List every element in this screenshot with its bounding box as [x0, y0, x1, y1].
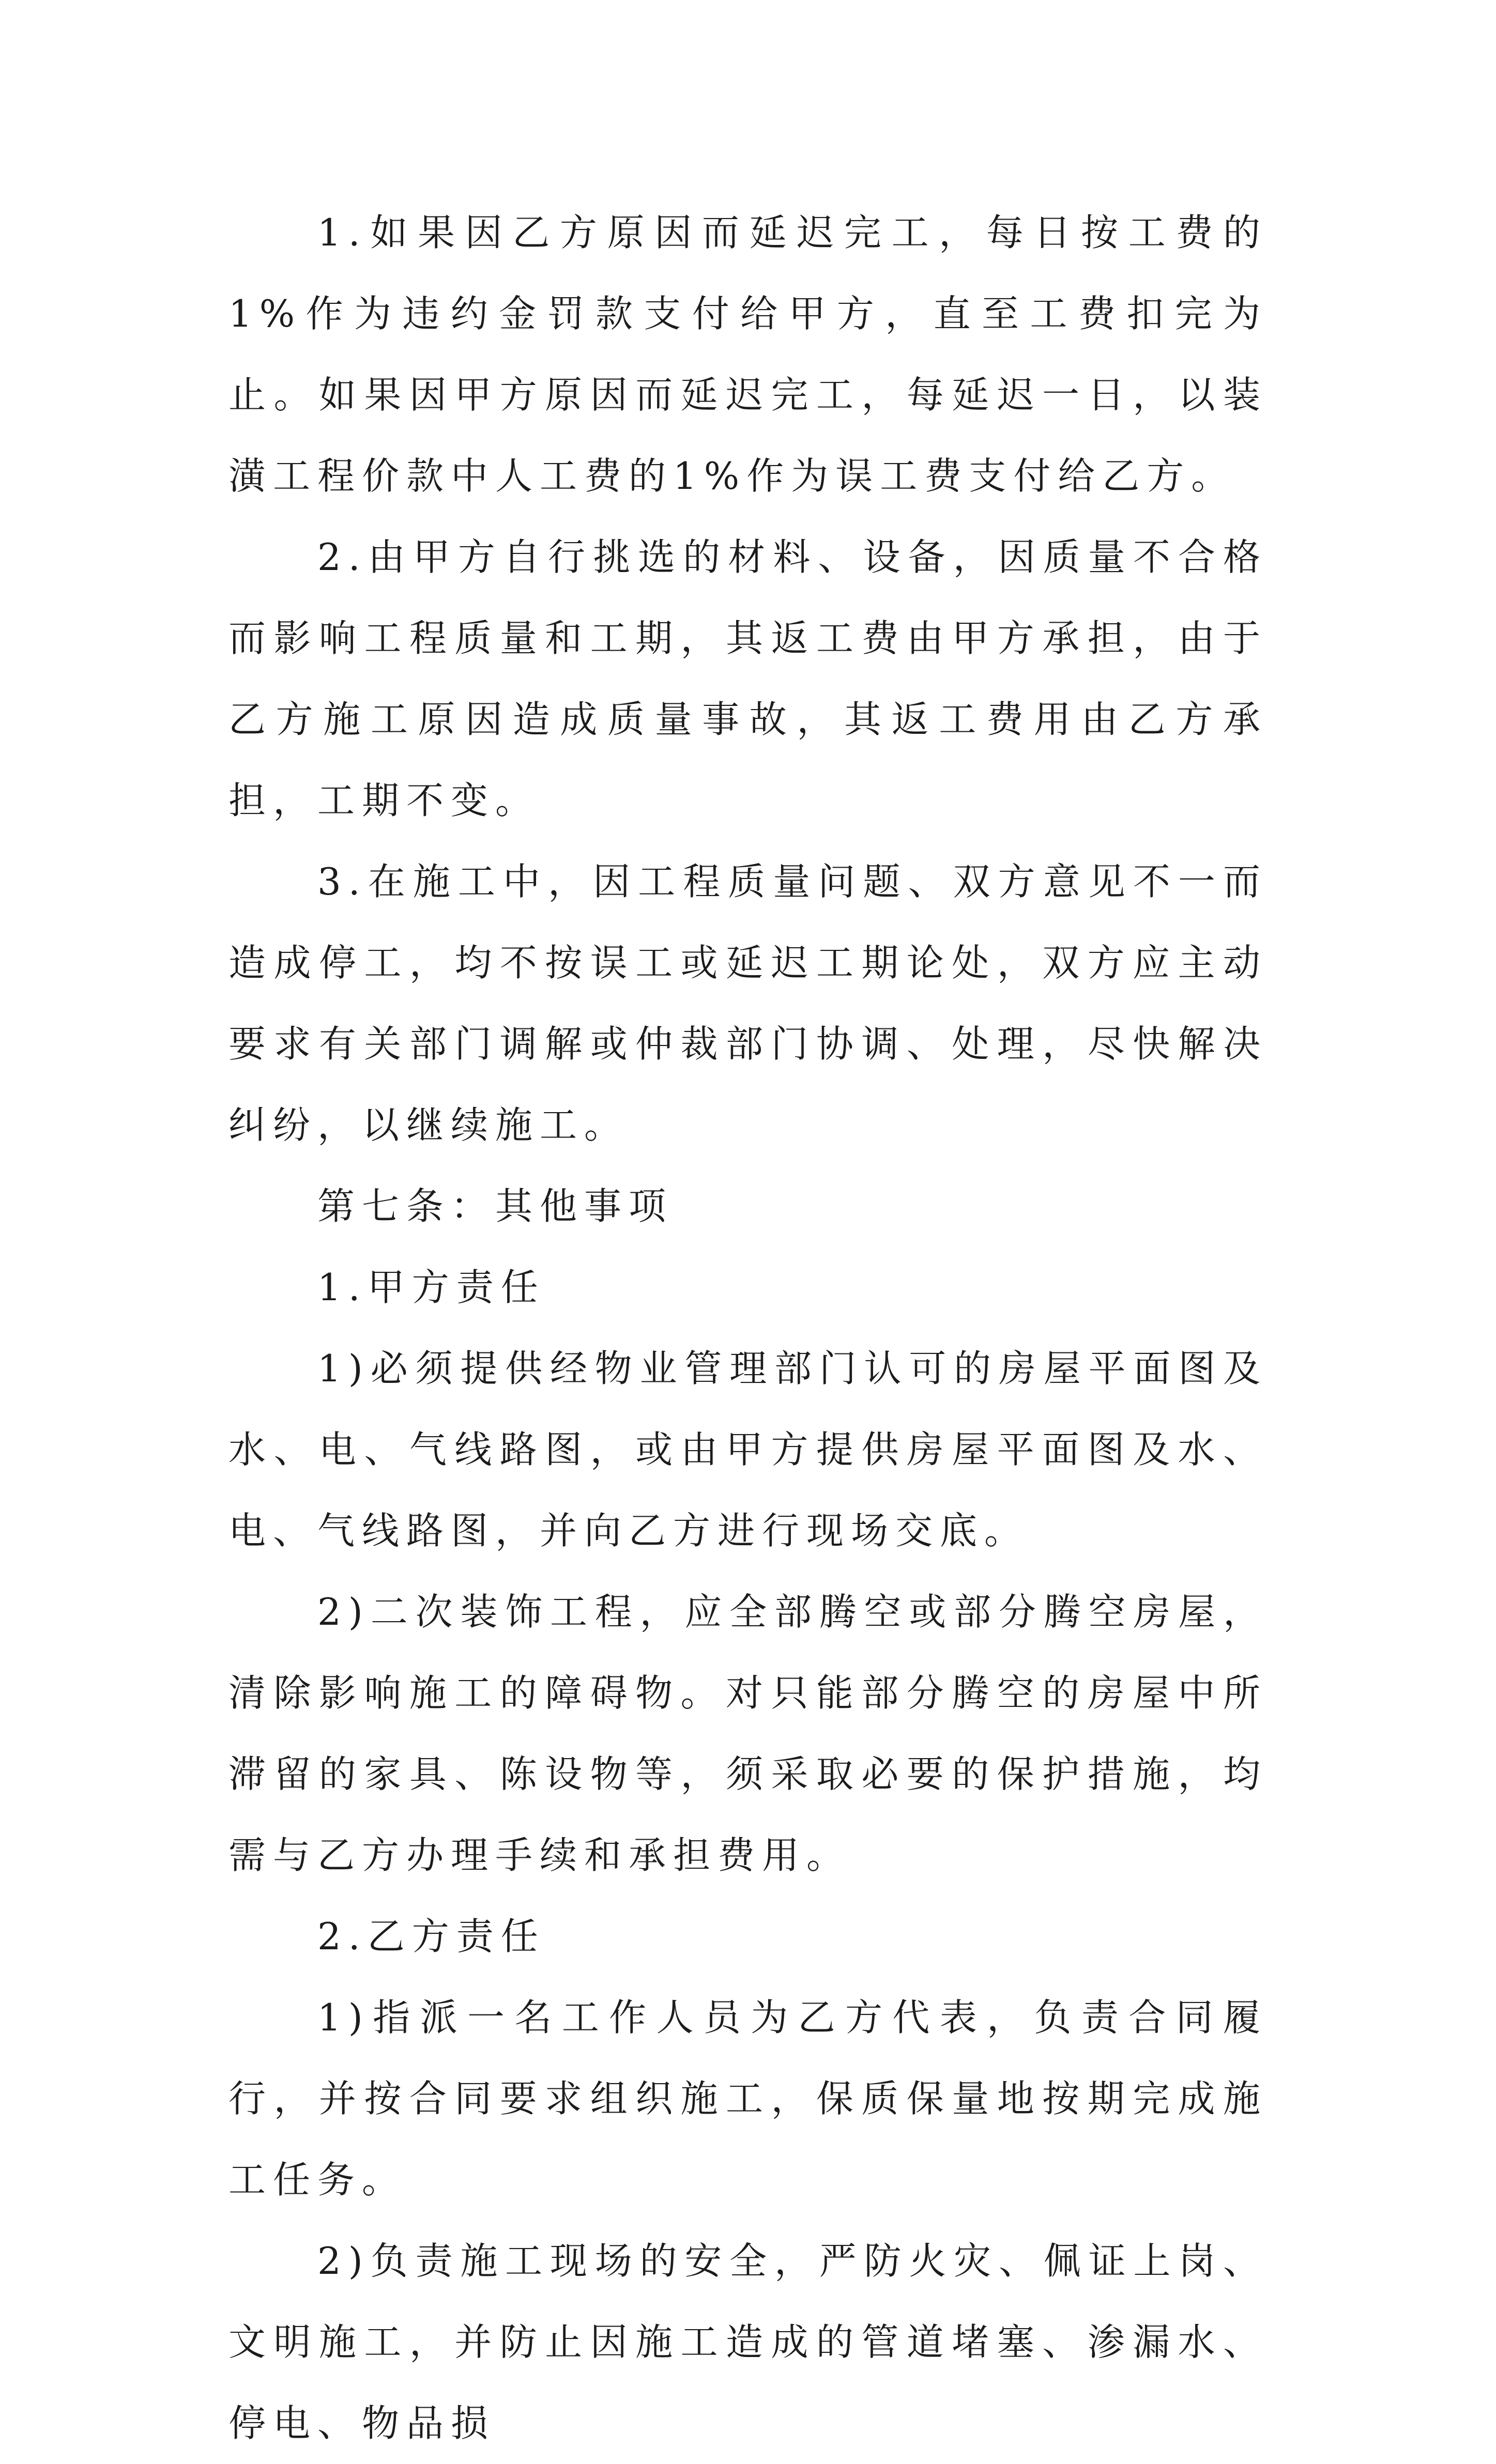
paragraph-dispute-resolution: 3.在施工中，因工程质量问题、双方意见不一而造成停工，均不按误工或延迟工期论处，双方应主动要求有关部门调解或仲裁部门协调、处理，尽快解决纠纷，以继续施工。 [228, 860, 1268, 1147]
paragraph-party-b-duty-2: 2)负责施工现场的安全，严防火灾、佩证上岗、文明施工，并防止因施工造成的管道堵塞、渗漏水、停电、物品损 [228, 2239, 1268, 2445]
paragraph-party-a-duty-2: 2)二次装饰工程，应全部腾空或部分腾空房屋，清除影响施工的障碍物。对只能部分腾空的房屋中所滞留的家具、陈设物等，须采取必要的保护措施，均需与乙方办理手续和承担费用。 [228, 1590, 1268, 1877]
paragraph-material-quality: 2.由甲方自行挑选的材料、设备，因质量不合格而影响工程质量和工期，其返工费由甲方承担，由于乙方施工原因造成质量事故，其返工费用由乙方承担，工期不变。 [228, 535, 1268, 822]
subheading-party-b-duties: 2.乙方责任 [317, 1915, 545, 1958]
paragraph-delay-penalty: 1.如果因乙方原因而延迟完工，每日按工费的1%作为违约金罚款支付给甲方，直至工费扣完为止。如果因甲方原因而延迟完工，每延迟一日，以装潢工程价款中人工费的1%作为误工费支付给乙方。 [228, 211, 1268, 498]
section-heading-article-7: 第七条：其他事项 [317, 1184, 674, 1228]
document-body [228, 192, 1268, 2464]
paragraph-party-b-duty-1: 1)指派一名工作人员为乙方代表，负责合同履行，并按合同要求组织施工，保质保量地按期完成施工任务。 [228, 1996, 1268, 2201]
subheading-party-a-duties: 1.甲方责任 [317, 1266, 545, 1309]
paragraph-party-a-duty-1: 1)必须提供经物业管理部门认可的房屋平面图及水、电、气线路图，或由甲方提供房屋平面图及水、电、气线路图，并向乙方进行现场交底。 [228, 1347, 1268, 1552]
